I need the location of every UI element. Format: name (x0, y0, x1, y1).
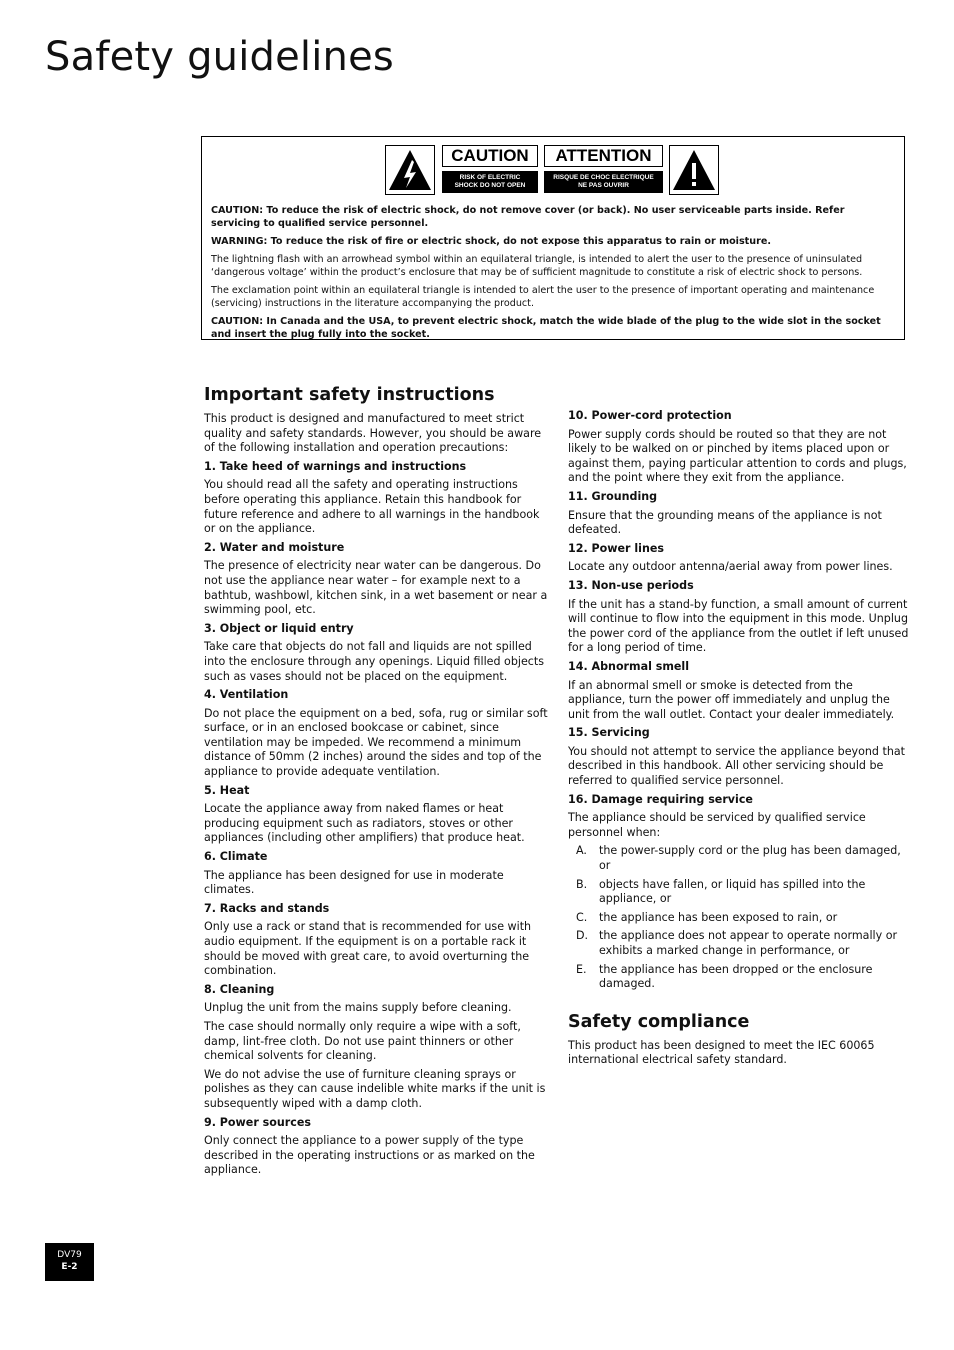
canada-notice: CAUTION: In Canada and the USA, to prevent electric shock, match the wide blade of the plug to the wide slot in the socket and insert the plug fully into the socket. (211, 316, 881, 340)
attention-subtext-line: RISQUE DE CHOC ELECTRIQUE (553, 174, 654, 181)
warning-text-block (211, 204, 896, 346)
item-title: 8. Cleaning (204, 982, 275, 996)
list-item (568, 929, 910, 958)
caution-subtext-line: SHOCK DO NOT OPEN (454, 182, 526, 189)
left-column (204, 384, 548, 1182)
item-text: The presence of electricity near water can be dangerous. Do not use the appliance near water – for example next to a bathtub, washbowl, kitchen sink, in a wet basement or near a swimming pool, etc. (204, 559, 548, 617)
item-text: Take care that objects do not fall and liquids are not spilled into the enclosure through any openings. Liquid filled objects such as vases should not be placed on the equipment. (204, 640, 545, 683)
item-title: 13. Non-use periods (568, 578, 694, 592)
list-letter: D. (576, 929, 589, 943)
lightning-explanation: The lightning flash with an arrowhead symbol within an equilateral triangle, is intended to alert the user to the presence of uninsulated ‘dangerous voltage’ within the product’s enclosure that may be of sufficient magnitude to constitute a risk of electric shock to persons. (211, 254, 863, 278)
attention-subtext (544, 171, 663, 193)
list-letter: E. (576, 962, 587, 976)
attention-label (544, 145, 663, 193)
item-text: Locate any outdoor antenna/aerial away from power lines. (568, 560, 893, 574)
attention-subtext-line: NE PAS OUVRIR (578, 182, 629, 189)
item-text: Locate the appliance away from naked flames or heat producing equipment such as radiators, stoves or other appliances (including other amplifiers) that produce heat. (204, 802, 525, 845)
item-title: 4. Ventilation (204, 688, 289, 702)
item-title: 9. Power sources (204, 1115, 311, 1129)
item-title: 7. Racks and stands (204, 901, 330, 915)
item-text: The appliance should be serviced by qualified service personnel when: (568, 811, 866, 839)
lightning-warning-icon (385, 145, 435, 195)
caution-label (442, 145, 538, 193)
list-item (568, 878, 910, 907)
item-text: Only connect the appliance to a power supply of the type described in the operating instructions or as marked on the appliance. (204, 1134, 535, 1177)
list-text: objects have fallen, or liquid has spilled into the appliance, or (599, 877, 866, 906)
item-text: The appliance has been designed for use in moderate climates. (204, 868, 504, 897)
item-title: 12. Power lines (568, 541, 665, 555)
item-text: Unplug the unit from the mains supply before cleaning. (204, 1001, 512, 1015)
list-item (568, 911, 910, 926)
list-text: the appliance does not appear to operate normally or exhibits a marked change in performance, or (599, 929, 898, 957)
page-footer-badge (45, 1243, 94, 1281)
item-text: We do not advise the use of furniture cleaning sprays or polishes as they can cause indelible white marks if the unit is subsequently wiped with a damp cloth. (204, 1067, 546, 1110)
item-title: 2. Water and moisture (204, 540, 345, 554)
damage-list (568, 844, 910, 991)
list-text: the power-supply cord or the plug has been damaged, or (599, 844, 901, 873)
item-title: 15. Servicing (568, 726, 650, 740)
compliance-heading: Safety compliance (568, 1011, 750, 1032)
model-number: DV79 (57, 1250, 82, 1260)
item-text: Do not place the equipment on a bed, sofa, rug or similar soft surface, or in an enclosed bookcase or cabinet, since ventilation may be impeded. We recommend a minimum distance of 50mm (2 inches) around the sides and top of the appliance to provide adequate ventilation. (204, 706, 548, 779)
caution-notice: CAUTION: To reduce the risk of electric shock, do not remove cover (or back). No user serviceable parts inside. Refer servicing to qualified service personnel. (211, 205, 845, 229)
right-column (568, 409, 910, 1072)
item-text: Power supply cords should be routed so that they are not likely to be walked on or pinched by items placed upon or against them, paying particular attention to cords and plugs, and the point where they exit from the appliance. (568, 427, 907, 485)
page-number: E-2 (61, 1262, 78, 1272)
item-text: If an abnormal smell or smoke is detected from the appliance, turn the power off immediately and unplug the unit from the wall outlet. Contact your dealer immediately. (568, 678, 895, 721)
exclamation-explanation: The exclamation point within an equilateral triangle is intended to alert the user to the presence of important operating and maintenance (servicing) instructions in the literature accompanying the product. (211, 285, 875, 309)
item-title: 10. Power-cord protection (568, 409, 732, 422)
item-text: If the unit has a stand-by function, a small amount of current will continue to flow into the equipment in this mode. Unplug the power cord of the appliance from the outlet if left unused for a long period of time. (568, 597, 909, 655)
item-title: 11. Grounding (568, 489, 658, 503)
item-text: You should read all the safety and operating instructions before operating this appliance. Retain this handbook for future reference and adhere to all warnings in the handbook or on the appliance. (204, 478, 540, 536)
item-title: 3. Object or liquid entry (204, 621, 354, 635)
warning-box (201, 136, 905, 340)
list-letter: B. (576, 877, 588, 891)
caution-subtext-line: RISK OF ELECTRIC (459, 174, 521, 181)
item-title: 6. Climate (204, 850, 268, 864)
item-title: 1. Take heed of warnings and instructions (204, 459, 467, 473)
attention-word: ATTENTION (544, 145, 663, 167)
caution-word: CAUTION (442, 145, 538, 167)
page-title: Safety guidelines (45, 34, 394, 80)
item-text: The case should normally only require a wipe with a soft, damp, lint-free cloth. Do not use paint thinners or other chemical solvents for cleaning. (204, 1019, 521, 1063)
item-title: 14. Abnormal smell (568, 659, 690, 673)
list-item (568, 844, 910, 873)
list-letter: C. (576, 910, 588, 924)
item-text: You should not attempt to service the appliance beyond that described in this handbook. All other servicing should be referred to qualified service personnel. (568, 744, 906, 788)
caution-subtext (442, 171, 538, 193)
list-text: the appliance has been dropped or the enclosure damaged. (599, 962, 873, 991)
item-text: Ensure that the grounding means of the appliance is not defeated. (568, 508, 882, 537)
list-item (568, 963, 910, 992)
compliance-text: This product has been designed to meet the IEC 60065 international electrical safety standard. (568, 1038, 875, 1067)
warning-notice: WARNING: To reduce the risk of fire or electric shock, do not expose this apparatus to rain or moisture. (211, 236, 771, 247)
exclamation-warning-icon (669, 145, 719, 195)
list-text: the appliance has been exposed to rain, or (599, 910, 838, 924)
warning-symbols (385, 145, 725, 197)
item-text: Only use a rack or stand that is recommended for use with audio equipment. If the equipment is on a portable rack it should be moved with great care, to avoid overturning the combination. (204, 920, 532, 978)
list-letter: A. (576, 844, 587, 858)
item-title: 5. Heat (204, 783, 250, 797)
instructions-heading: Important safety instructions (204, 385, 495, 405)
instructions-intro: This product is designed and manufactured to meet strict quality and safety standards. However, you should be aware of the following installation and operation precautions: (204, 412, 542, 455)
item-title: 16. Damage requiring service (568, 792, 753, 806)
